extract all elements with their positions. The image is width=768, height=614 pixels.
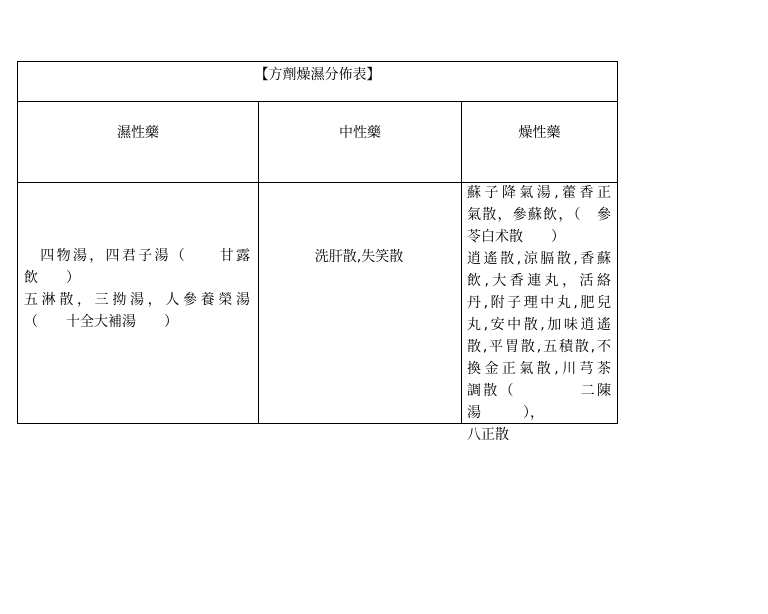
table-title-row [18,62,617,102]
table-title: 【方劑燥濕分佈表】 [254,67,381,83]
wet-line: （ 十全大補湯 ） [24,314,178,330]
dry-line: 丹,附子理中丸,肥兒 [467,295,611,311]
dry-line: 換金正氣散,川芎茶 [467,361,611,377]
wet-line: 飲 ） [24,270,80,286]
dry-formulas-cell [467,182,611,446]
neutral-formulas-text: 洗肝散,失笑散 [314,249,404,265]
dry-line: 丸,安中散,加味逍遙 [467,317,611,333]
wet-line: 四物湯，四君子湯（ 甘露 [24,248,250,264]
header-neutral: 中性藥 [339,125,381,141]
neutral-formulas-cell [258,246,460,266]
dry-line: 八正散 [467,427,509,443]
dry-line: 蘇子降氣湯,藿香正 [467,185,611,201]
header-dry: 燥性藥 [518,125,561,141]
dry-line: 逍遙散,涼膈散,香蘇 [467,251,611,267]
dry-line: 調散（ 二陳 [467,383,611,399]
dry-line: 氣散，參蘇飲，（ 參 [467,207,611,223]
wet-line: 五淋散，三拗湯，人參養榮湯 [24,292,250,308]
wet-formulas-cell [24,245,250,333]
dry-line: 散,平胃散,五積散,不 [467,339,611,355]
dry-line: 苓白术散 ） [467,229,565,245]
dry-line: 湯 ）， [467,405,544,421]
header-wet: 濕性藥 [117,125,159,141]
dry-line: 飲,大香連丸，活絡 [467,273,611,289]
